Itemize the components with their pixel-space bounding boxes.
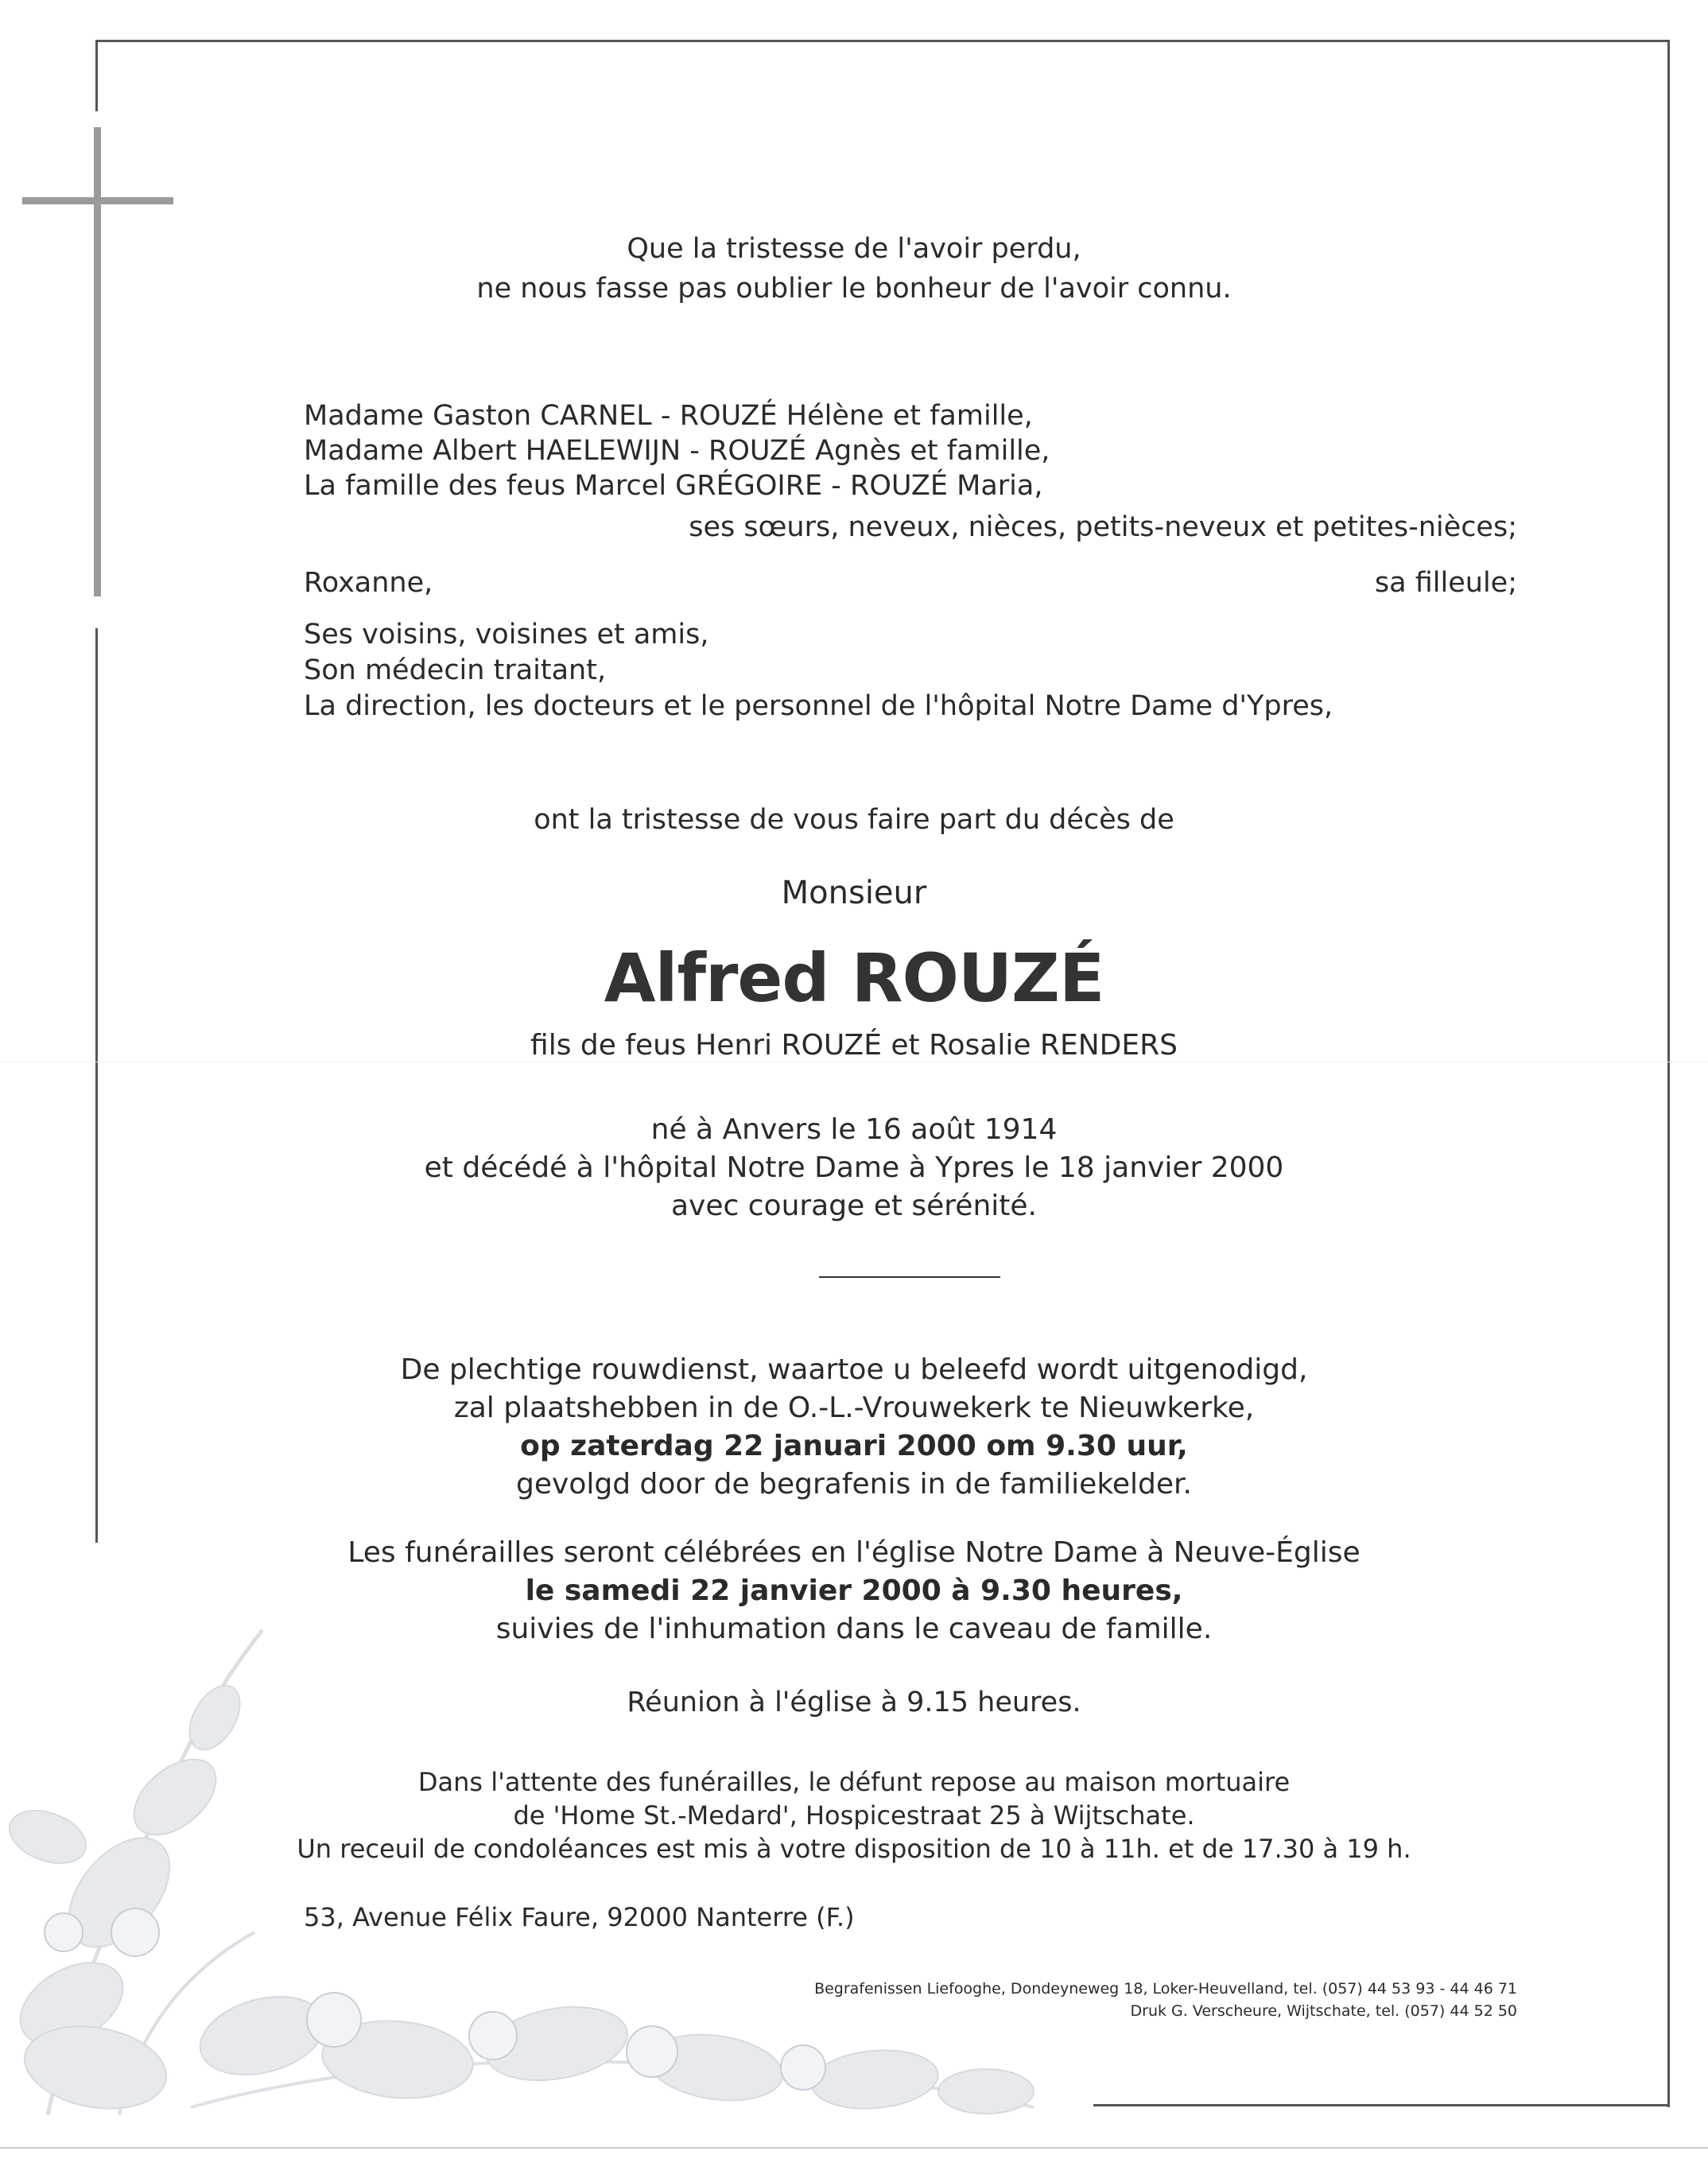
service-fr-line-3: suivies de l'inhumation dans le caveau de famille. <box>495 1613 1213 1645</box>
others-line-2: Son médecin traitant, <box>304 654 607 686</box>
others-line-1: Ses voisins, voisines et amis, <box>304 619 709 650</box>
rest-line-3: Un receuil de condoléances est mis à votre disposition de 10 à 11h. et de 17.30 à 19 h. <box>297 1834 1411 1864</box>
scan-edge-line <box>0 2147 1708 2149</box>
frame-top-border <box>95 40 1670 42</box>
cross-icon-bar <box>22 197 173 204</box>
service-fr-date: le samedi 22 janvier 2000 à 9.30 heures, <box>525 1574 1183 1607</box>
frame-bottom-border <box>1093 2104 1670 2106</box>
floral-decoration <box>0 1559 1050 2115</box>
service-fr-line-1: Les funérailles seront célébrées en l'église Notre Dame à Neuve-Église <box>347 1536 1361 1569</box>
others-line-3: La direction, les docteurs et le personnel de l'hôpital Notre Dame d'Ypres, <box>304 690 1333 722</box>
deceased-name: Alfred ROUZÉ <box>604 939 1104 1017</box>
frame-left-border-top <box>95 40 98 111</box>
birth-text: né à Anvers le 16 août 1914 <box>650 1113 1058 1146</box>
epigraph-line-1: Que la tristesse de l'avoir perdu, <box>627 233 1081 265</box>
separator-line <box>819 1276 1000 1278</box>
deceased-title: Monsieur <box>781 875 927 911</box>
funeral-home-credit: Begrafenissen Liefooghe, Dondeyneweg 18, Loker-Heuvelland, tel. (057) 44 53 93 - 44 46 71 <box>814 1980 1517 1998</box>
family-line-2: Madame Albert HAELEWIJN - ROUZÉ Agnès et famille, <box>304 435 1050 467</box>
meeting-text: Réunion à l'église à 9.15 heures. <box>627 1687 1081 1718</box>
service-nl-line-1: De plechtige rouwdienst, waartoe u beleefd wordt uitgenodigd, <box>400 1353 1308 1386</box>
death-text: et décédé à l'hôpital Notre Dame à Ypres le 18 janvier 2000 <box>424 1151 1284 1184</box>
rest-line-1: Dans l'attente des funérailles, le défunt repose au maison mortuaire <box>417 1767 1291 1797</box>
manner-text: avec courage et sérénité. <box>671 1190 1037 1222</box>
goddaughter-name: Roxanne, <box>304 567 433 599</box>
family-line-1: Madame Gaston CARNEL - ROUZÉ Hélène et famille, <box>304 400 1033 432</box>
parents-text: fils de feus Henri ROUZÉ et Rosalie RENDERS <box>530 1029 1178 1062</box>
family-relation: ses sœurs, neveux, nièces, petits-neveux et petites-nièces; <box>689 511 1517 543</box>
announcement-text: ont la tristesse de vous faire part du décès de <box>534 804 1174 836</box>
family-address: 53, Avenue Félix Faure, 92000 Nanterre (F.) <box>304 1902 855 1932</box>
service-nl-date: op zaterdag 22 januari 2000 om 9.30 uur, <box>520 1430 1188 1462</box>
service-nl-line-2: zal plaatshebben in de O.-L.-Vrouwekerk te Nieuwkerke, <box>453 1392 1255 1424</box>
goddaughter-relation: sa filleule; <box>1374 567 1517 599</box>
family-line-3: La famille des feus Marcel GRÉGOIRE - ROUZÉ Maria, <box>304 470 1043 502</box>
epigraph-line-2: ne nous fasse pas oublier le bonheur de l'avoir connu. <box>476 273 1232 305</box>
printer-credit: Druk G. Verscheure, Wijtschate, tel. (057) 44 52 50 <box>1130 2002 1517 2020</box>
service-nl-line-4: gevolgd door de begrafenis in de familiekelder. <box>516 1468 1192 1501</box>
rest-line-2: de 'Home St.-Medard', Hospicestraat 25 à Wijtschate. <box>513 1800 1195 1831</box>
